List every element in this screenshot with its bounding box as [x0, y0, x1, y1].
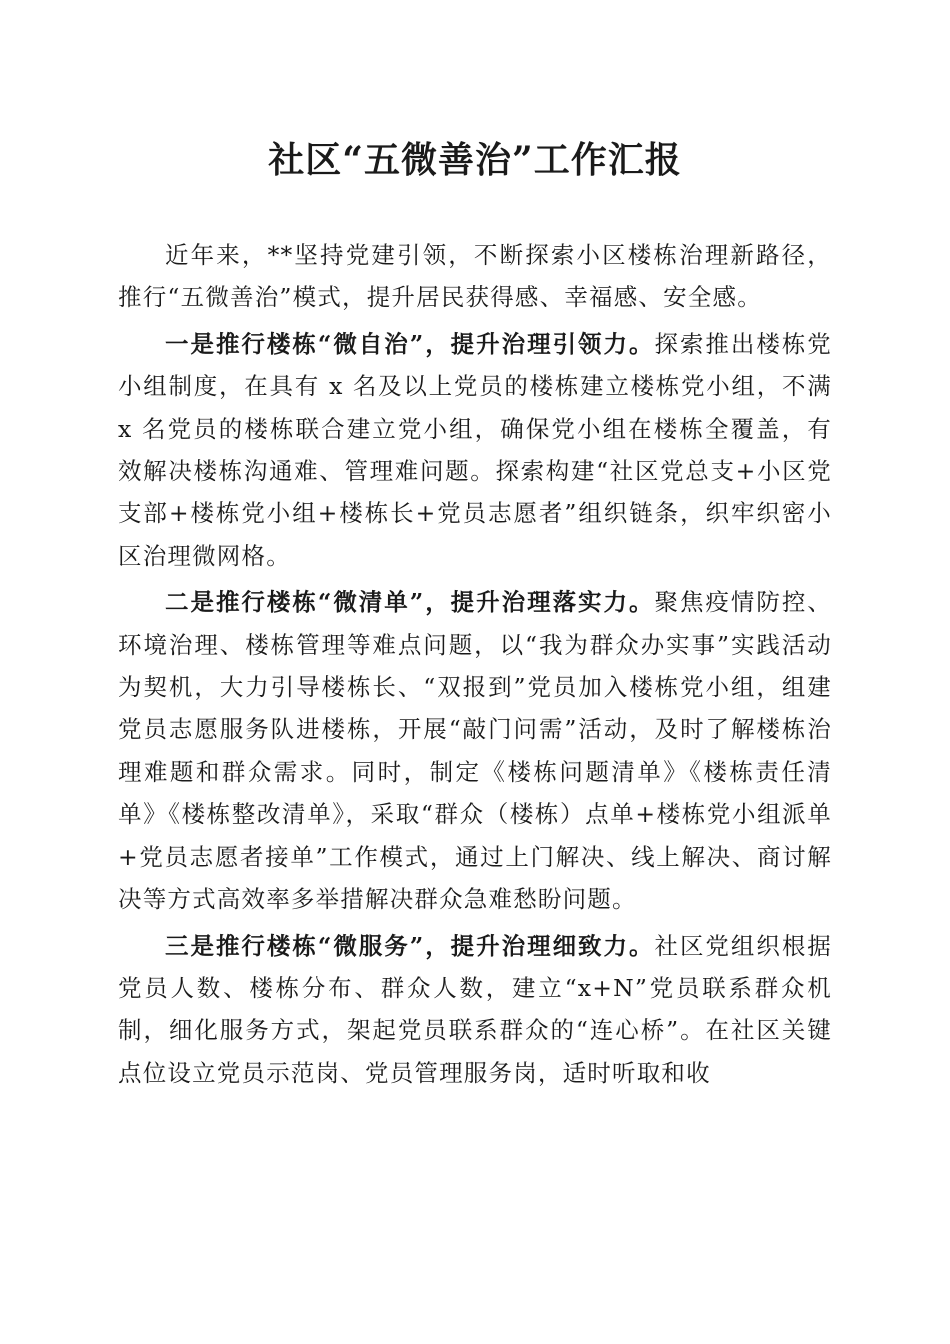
paragraph-text: 探索推出楼栋党小组制度，在具有 x 名及以上党员的楼栋建立楼栋党小组，不满 x 名党员的楼栋联合建立党小组，确保党小组在楼栋全覆盖，有效解决楼栋沟通难、管理难问题。探索构建“社区党总支+小区党支部+楼栋党小组+楼栋长+党员志愿者”组织链条，织牢织密小区治理微网格。 [118, 329, 832, 570]
paragraph-lead: 二是推行楼栋“微清单”，提升治理落实力。 [165, 588, 655, 617]
paragraph-text: 社区党组织根据党员人数、楼栋分布、群众人数，建立“x+N”党员联系群众机制，细化服务方式，架起党员联系群众的“连心桥”。在社区关键点位设立党员示范岗、党员管理服务岗，适时听取和收 [118, 931, 832, 1087]
document-title: 社区“五微善治”工作汇报 [268, 139, 682, 181]
paragraph-micro-list [118, 581, 832, 920]
document-body [118, 234, 832, 1094]
paragraph-lead: 一是推行楼栋“微自治”，提升治理引领力。 [165, 329, 655, 358]
paragraph-micro-autonomy [118, 323, 832, 577]
paragraph-text: 聚焦疫情防控、环境治理、楼栋管理等难点问题，以“我为群众办实事”实践活动为契机，大力引导楼栋长、“双报到”党员加入楼栋党小组，组建党员志愿服务队进楼栋，开展“敲门问需”活动，及时了解楼栋治理难题和群众需求。同时，制定《楼栋问题清单》《楼栋责任清单》《楼栋整改清单》，采取“群众（楼栋）点单+楼栋党小组派单+党员志愿者接单”工作模式，通过上门解决、线上解决、商讨解决等方式高效率多举措解决群众急难愁盼问题。 [118, 588, 832, 914]
paragraph-text: 近年来，**坚持党建引领，不断探索小区楼栋治理新路径，推行“五微善治”模式，提升居民获得感、幸福感、安全感。 [118, 241, 832, 312]
paragraph-intro [118, 234, 832, 319]
paragraph-lead: 三是推行楼栋“微服务”，提升治理细致力。 [165, 931, 655, 960]
paragraph-micro-service [118, 925, 832, 1095]
